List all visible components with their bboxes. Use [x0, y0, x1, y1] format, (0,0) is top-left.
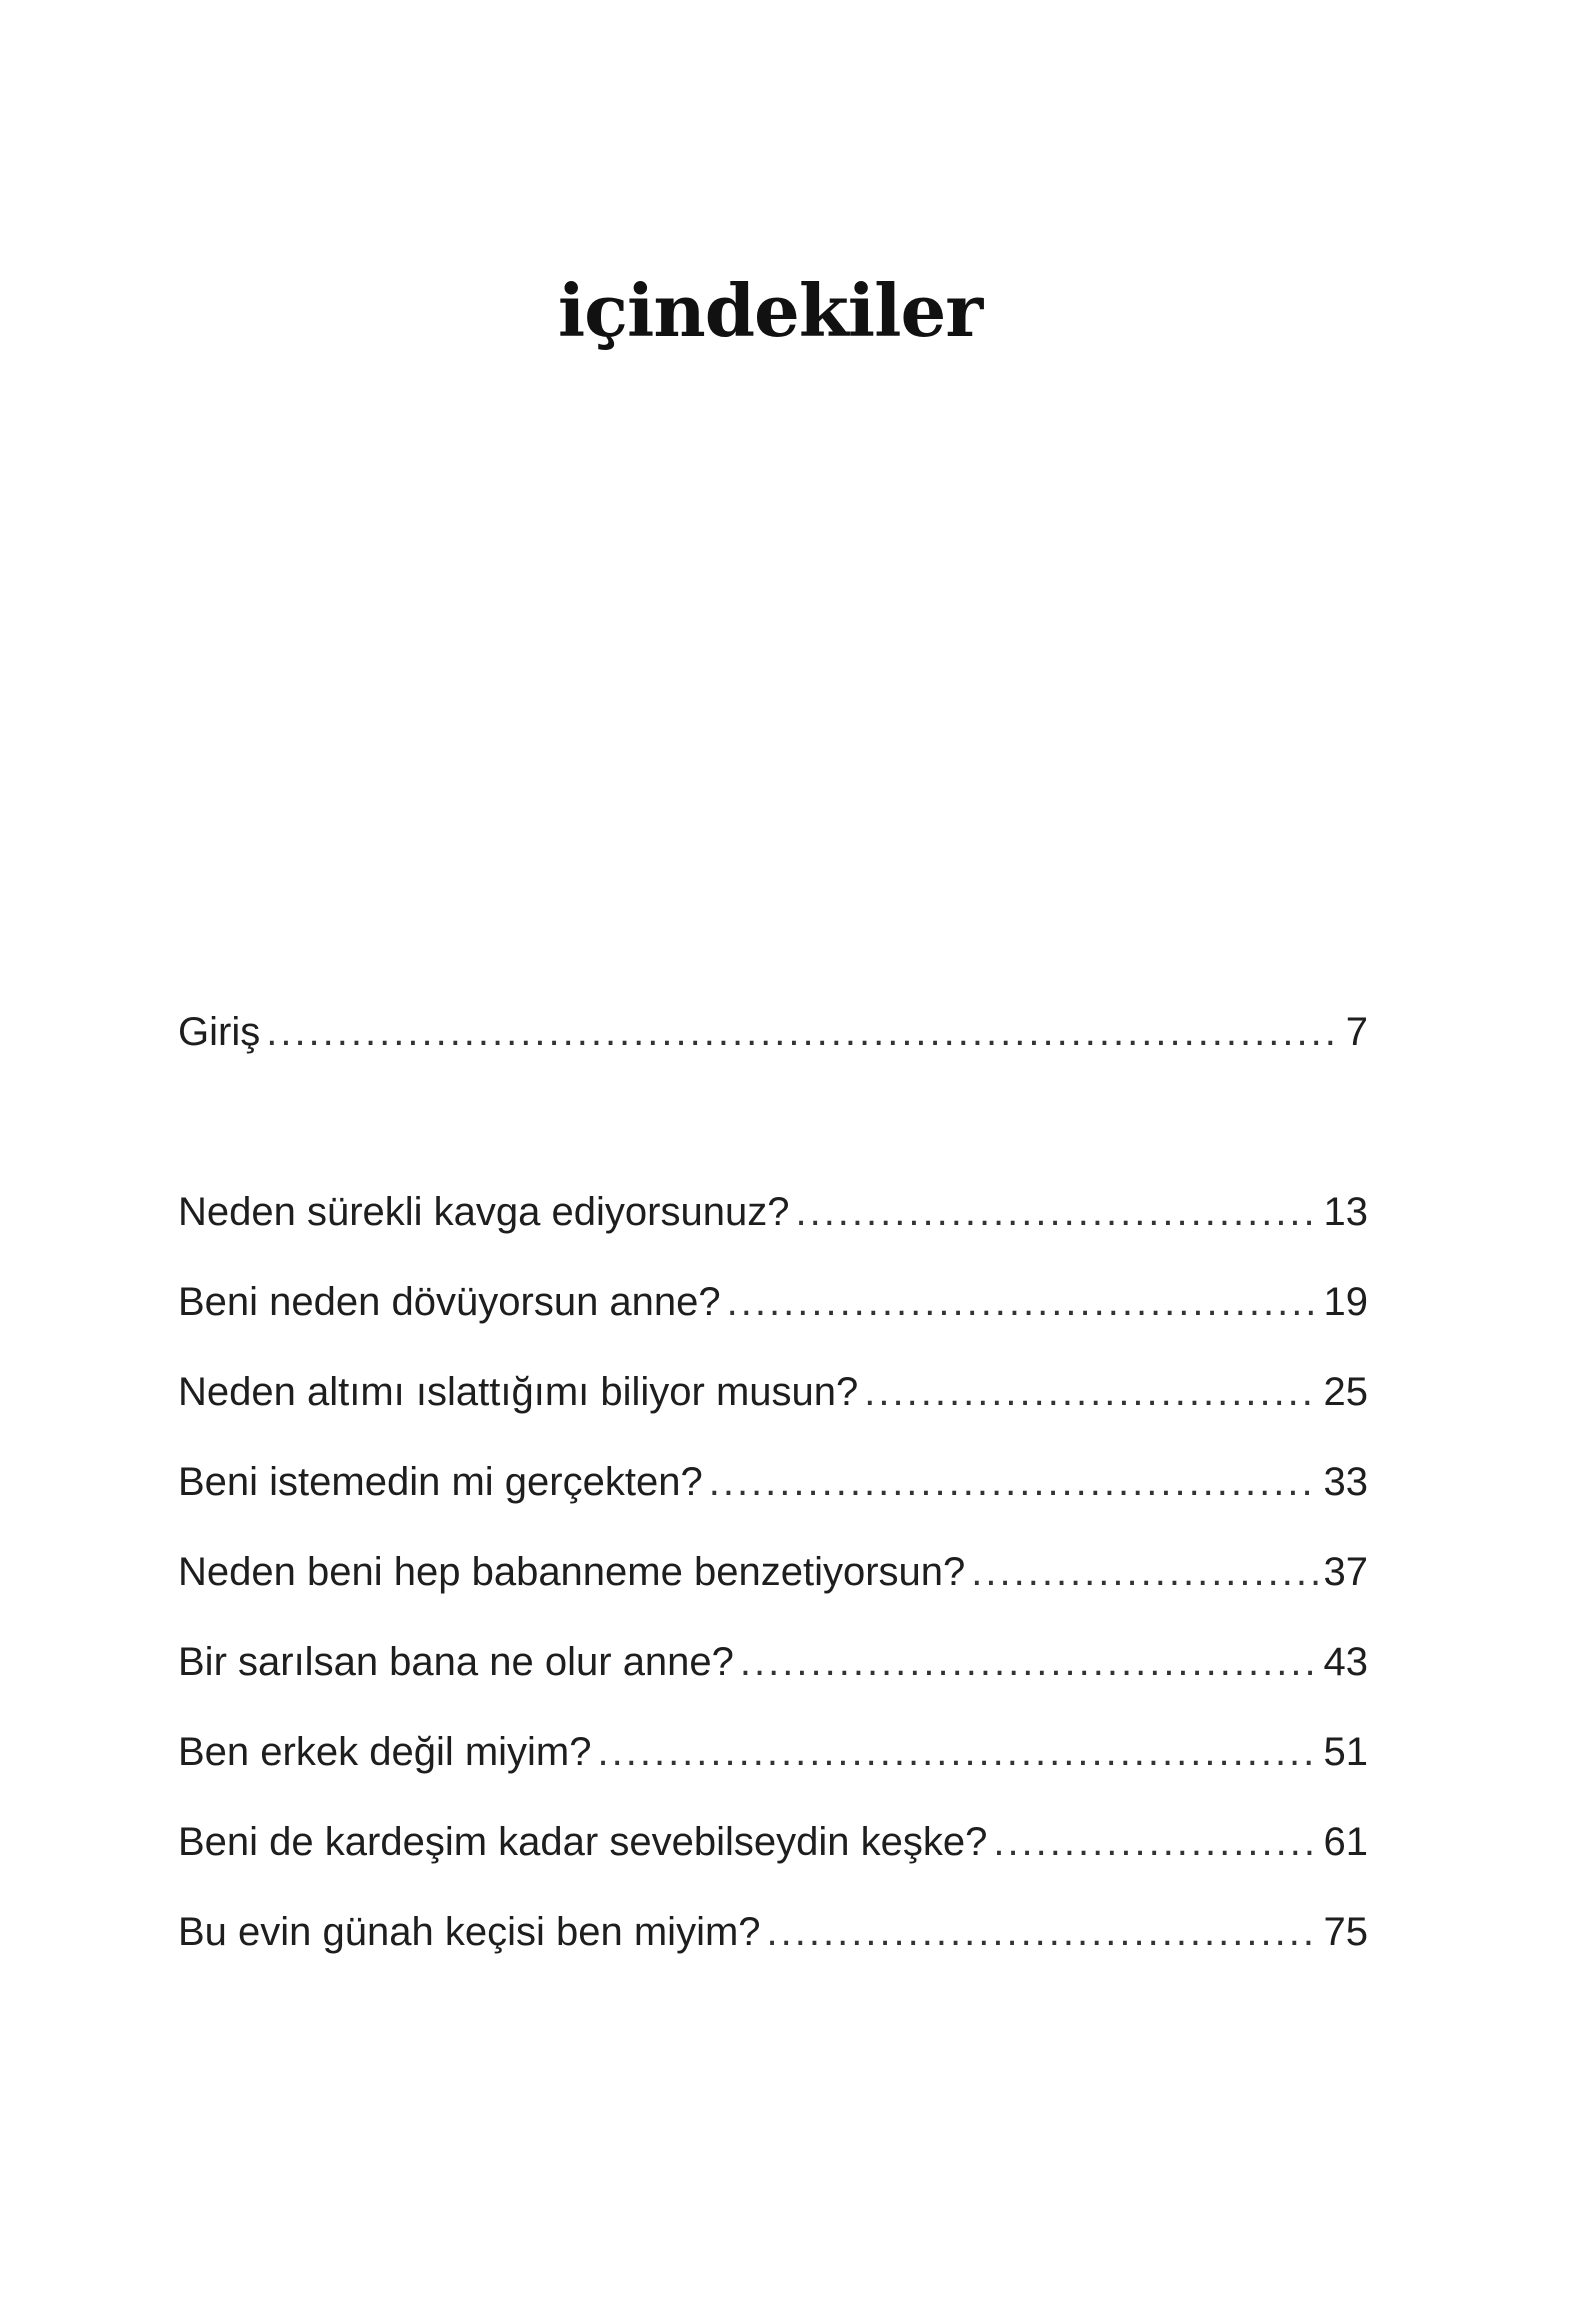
- toc-entry[interactable]: [178, 1640, 1368, 1696]
- dot-leader: [740, 1640, 1318, 1685]
- toc-entry-page: 19: [1323, 1280, 1368, 1324]
- toc-entry-title: Beni istemedin mi gerçekten?: [178, 1460, 703, 1504]
- toc-entry[interactable]: [178, 1010, 1368, 1066]
- toc-entry-title: Giriş: [178, 1010, 261, 1054]
- dot-leader: [795, 1190, 1317, 1235]
- toc-entry[interactable]: [178, 1820, 1368, 1876]
- dot-leader: [864, 1370, 1317, 1415]
- toc-entry-title: Bir sarılsan bana ne olur anne?: [178, 1640, 734, 1684]
- toc-entry-page: 13: [1323, 1190, 1368, 1234]
- toc-entry-title: Neden altımı ıslattığımı biliyor musun?: [178, 1370, 859, 1414]
- toc-entry[interactable]: [178, 1190, 1368, 1246]
- toc-entry-page: 25: [1323, 1370, 1368, 1414]
- toc-entry-title: Beni de kardeşim kadar sevebilseydin keşke?: [178, 1820, 988, 1864]
- toc-entry[interactable]: [178, 1370, 1368, 1426]
- toc-entry-page: 7: [1345, 1010, 1368, 1054]
- dot-leader: [266, 1010, 1340, 1055]
- toc-entry[interactable]: [178, 1550, 1368, 1606]
- dot-leader: [993, 1820, 1317, 1865]
- toc-entry[interactable]: [178, 1730, 1368, 1786]
- dot-leader: [971, 1550, 1317, 1595]
- dot-leader: [767, 1910, 1318, 1955]
- toc-entry[interactable]: [178, 1280, 1368, 1336]
- toc-entry-title: Neden beni hep babanneme benzetiyorsun?: [178, 1550, 966, 1594]
- toc-entry-page: 75: [1323, 1910, 1368, 1954]
- dot-leader: [709, 1460, 1318, 1505]
- toc-entry-title: Beni neden dövüyorsun anne?: [178, 1280, 721, 1324]
- toc-entry-title: Ben erkek değil miyim?: [178, 1730, 592, 1774]
- toc-entry-title: Bu evin günah keçisi ben miyim?: [178, 1910, 761, 1954]
- toc-entry-title: Neden sürekli kavga ediyorsunuz?: [178, 1190, 790, 1234]
- toc-entry-page: 37: [1323, 1550, 1368, 1594]
- toc-entry-page: 43: [1323, 1640, 1368, 1684]
- toc-entry-page: 51: [1323, 1730, 1368, 1774]
- toc-entry-page: 33: [1323, 1460, 1368, 1504]
- page-title: içindekiler: [557, 268, 983, 353]
- toc-entry[interactable]: [178, 1460, 1368, 1516]
- toc-entry-page: 61: [1323, 1820, 1368, 1864]
- dot-leader: [727, 1280, 1318, 1325]
- toc-entry[interactable]: [178, 1910, 1368, 1966]
- dot-leader: [598, 1730, 1318, 1775]
